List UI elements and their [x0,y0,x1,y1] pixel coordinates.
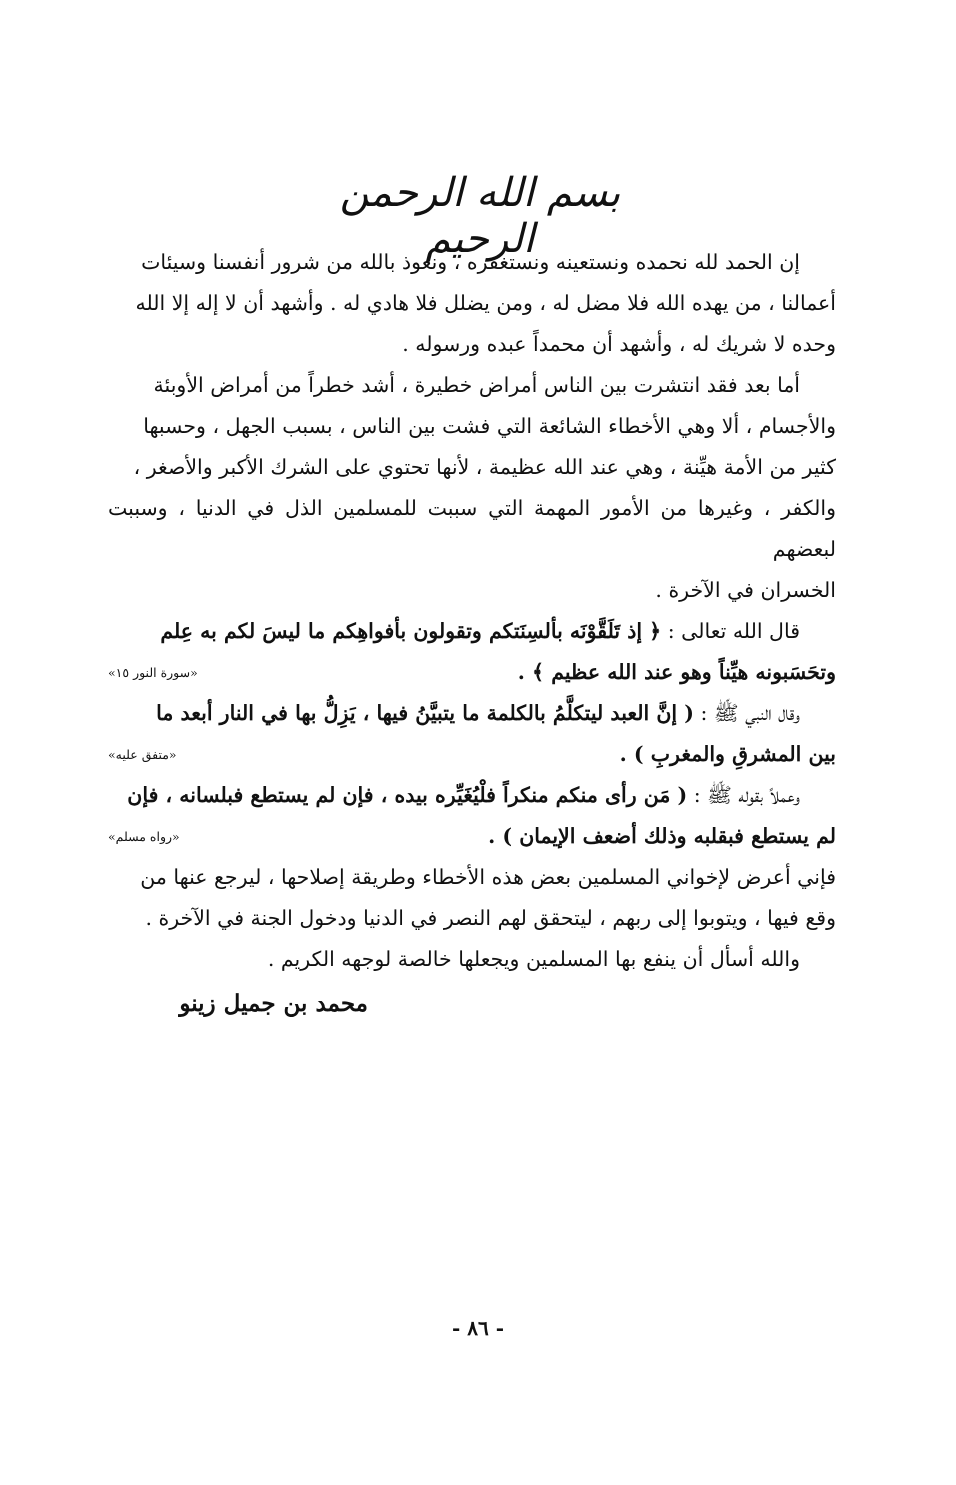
text-line: وقع فيها ، ويتوبوا إلى ربهم ، ليتحقق لهم النصر في الدنيا ودخول الجنة في الآخرة . [145,906,836,930]
text-line: إن الحمد لله نحمده ونستعينه ونستغفره ، ونعوذ بالله من شرور أنفسنا وسيئات [141,250,800,274]
quote-line [108,775,836,816]
quote-line [108,652,836,693]
hadith-intro: وعملاً بقوله ﷺ : [693,783,800,807]
hadith-text: ( إنَّ العبد ليتكلَّمُ بالكلمة ما يتبيَّنُ فيها ، يَزِلُّ بها في النار أبعد ما [156,701,694,725]
text-line: كثير من الأمة هيِّنة ، وهي عند الله عظيمة ، لأنها تحتوي على الشرك الأكبر والأصغر ، [133,455,836,479]
quran-reference: «سورة النور ١٥» [108,665,198,680]
text-line: الخسران في الآخرة . [655,578,836,602]
quote-verse: وتحَسَبونه هيِّناً وهو عند الله عظيم ﴾ . [517,660,836,684]
quote-line [108,816,836,857]
hadith-quote-2 [108,775,836,857]
quote-line [108,734,836,775]
quote-verse: ﴿ إذ تَلَقَّوْنَه بألسِنَتكم وتقولون بأفواهِكم ما ليسَ لكم به عِلم [160,619,662,643]
text-line: فإني أعرض لإخواني المسلمين بعض هذه الأخطاء وطريقة إصلاحها ، ليرجع عنها من [140,865,836,889]
hadith-text: لم يستطع فبقلبه وذلك أضعف الإيمان ) . [488,824,836,848]
quote-intro: قال الله تعالى : [667,619,800,643]
author-signature: محمد بن جميل زينو [179,990,368,1017]
text-line: والكفر ، وغيرها من الأمور المهمة التي سببت للمسلمين الذل في الدنيا ، وسببت لبعضهم [108,496,836,561]
closing-paragraph [108,857,836,980]
problem-paragraph [108,365,836,611]
quran-quote [108,611,836,693]
quote-line [108,693,836,734]
hadith-text: بين المشرقِ والمغربِ ) . [619,742,836,766]
text-line: وحده لا شريك له ، وأشهد أن محمداً عبده ورسوله . [402,332,836,356]
hadith-quote-1 [108,693,836,775]
text-line: أما بعد فقد انتشرت بين الناس أمراض خطيرة ، أشد خطراً من أمراض الأوبئة [153,373,800,397]
hadith-reference: «رواه مسلم» [108,829,180,844]
hadith-intro: وقال النبي ﷺ : [700,701,800,725]
intro-paragraph [108,242,836,365]
body-text [108,242,836,980]
page-number: - ٨٦ - [451,1316,504,1340]
basmala-text: بسم الله الرحمن الرحيم [339,170,621,262]
quote-line [108,611,836,652]
text-line: والله أسأل أن ينفع بها المسلمين ويجعلها خالصة لوجهه الكريم . [267,947,800,971]
hadith-text: ( مَن رأى منكم منكراً فلْيُغَيِّره بيده ، فإن لم يستطع فبلسانه ، فإن [127,783,688,807]
text-line: أعمالنا ، من يهده الله فلا مضل له ، ومن يضلل فلا هادي له . وأشهد أن لا إله إلا الله [135,291,836,315]
hadith-reference: «متفق عليه» [108,747,177,762]
text-line: والأجسام ، ألا وهي الأخطاء الشائعة التي فشت بين الناس ، بسبب الجهل ، وحسبها [143,414,836,438]
basmala-calligraphy [290,140,670,262]
